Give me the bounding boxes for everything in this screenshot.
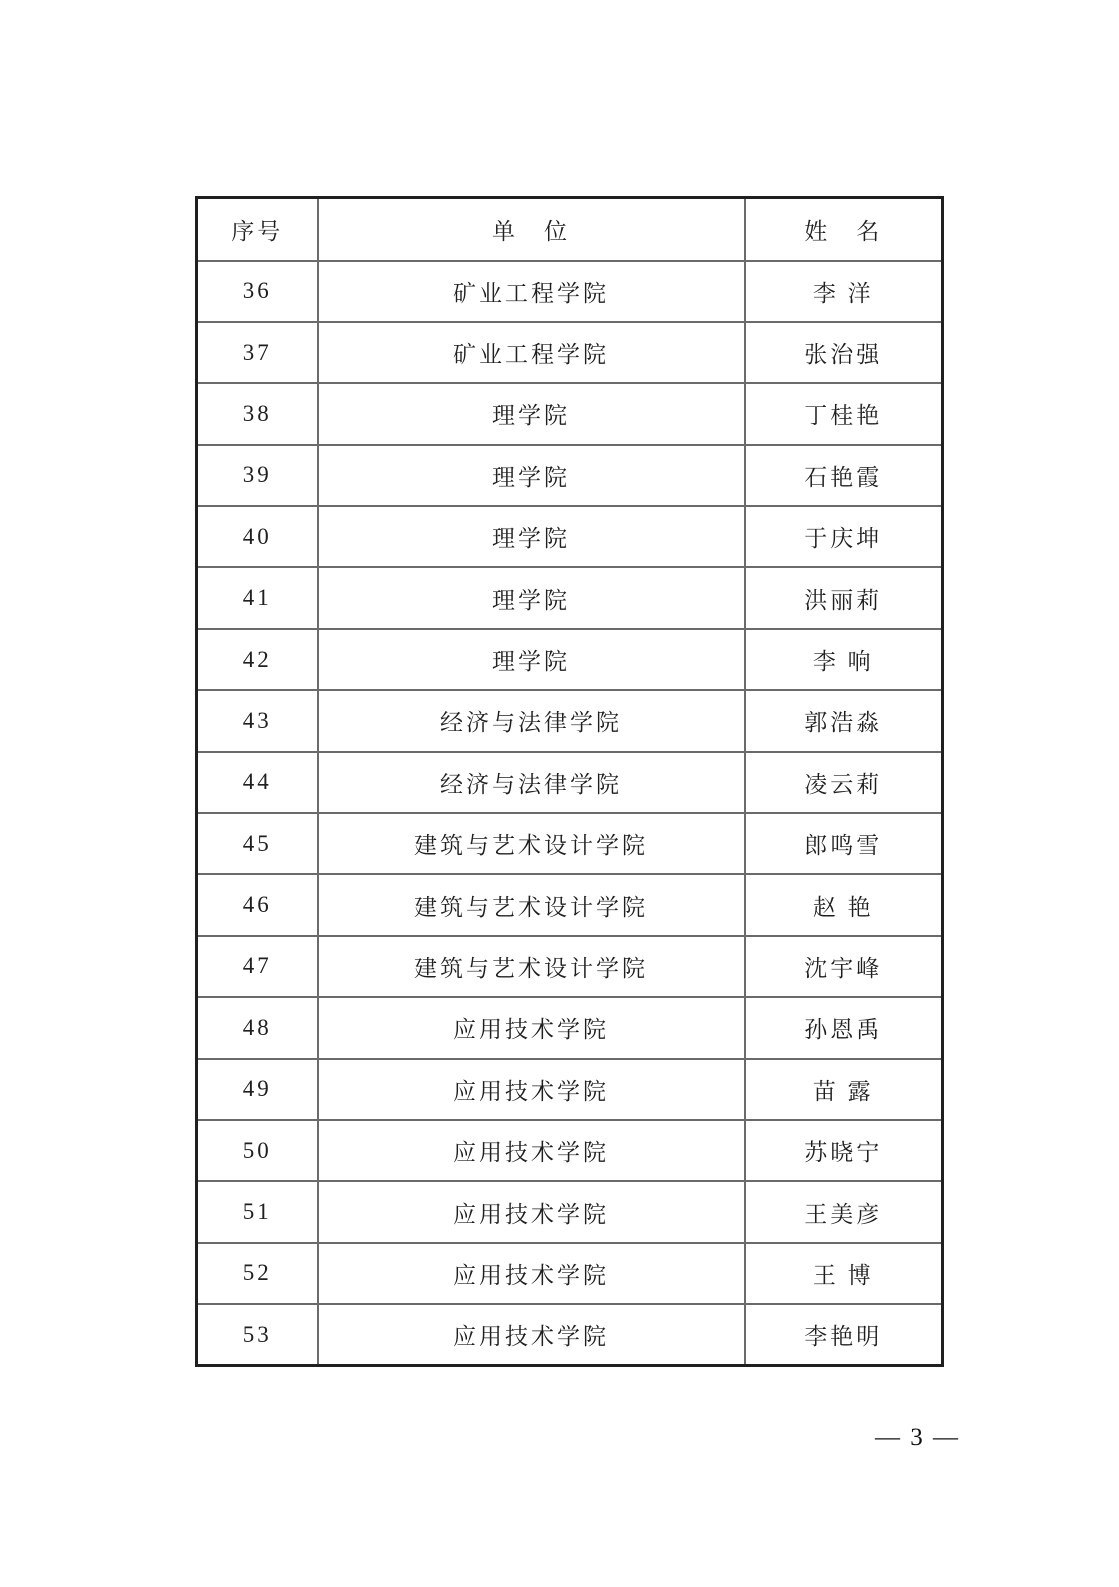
cell-name: 苏晓宁 xyxy=(745,1120,943,1181)
cell-name: 王 博 xyxy=(745,1243,943,1304)
cell-unit: 应用技术学院 xyxy=(318,1304,745,1365)
table-header xyxy=(197,198,943,261)
table-row xyxy=(197,1059,943,1120)
cell-no: 43 xyxy=(197,690,318,751)
cell-unit: 建筑与艺术设计学院 xyxy=(318,936,745,997)
table-row xyxy=(197,629,943,690)
cell-no: 50 xyxy=(197,1120,318,1181)
cell-name: 孙恩禹 xyxy=(745,997,943,1058)
table-row xyxy=(197,813,943,874)
cell-unit: 经济与法律学院 xyxy=(318,690,745,751)
cell-name: 于庆坤 xyxy=(745,506,943,567)
cell-no: 40 xyxy=(197,506,318,567)
cell-no: 44 xyxy=(197,752,318,813)
header-row xyxy=(197,198,943,261)
cell-no: 41 xyxy=(197,567,318,628)
cell-name: 赵 艳 xyxy=(745,874,943,935)
cell-no: 53 xyxy=(197,1304,318,1365)
cell-unit: 理学院 xyxy=(318,629,745,690)
cell-unit: 应用技术学院 xyxy=(318,1059,745,1120)
cell-unit: 理学院 xyxy=(318,445,745,506)
cell-no: 52 xyxy=(197,1243,318,1304)
table-row xyxy=(197,1181,943,1242)
table-row xyxy=(197,322,943,383)
cell-no: 46 xyxy=(197,874,318,935)
cell-name: 李 响 xyxy=(745,629,943,690)
cell-unit: 应用技术学院 xyxy=(318,1181,745,1242)
table-row xyxy=(197,874,943,935)
table-row xyxy=(197,567,943,628)
cell-no: 49 xyxy=(197,1059,318,1120)
table-row xyxy=(197,1243,943,1304)
table-row xyxy=(197,690,943,751)
column-header-name: 姓 名 xyxy=(745,198,943,261)
cell-no: 42 xyxy=(197,629,318,690)
table-row xyxy=(197,1304,943,1365)
cell-unit: 应用技术学院 xyxy=(318,1120,745,1181)
cell-name: 王美彦 xyxy=(745,1181,943,1242)
cell-name: 郎鸣雪 xyxy=(745,813,943,874)
cell-no: 51 xyxy=(197,1181,318,1242)
column-header-no: 序号 xyxy=(197,198,318,261)
cell-name: 郭浩淼 xyxy=(745,690,943,751)
cell-no: 47 xyxy=(197,936,318,997)
table-row xyxy=(197,752,943,813)
table-row xyxy=(197,261,943,322)
cell-unit: 理学院 xyxy=(318,567,745,628)
cell-unit: 矿业工程学院 xyxy=(318,322,745,383)
cell-no: 38 xyxy=(197,383,318,444)
table-row xyxy=(197,1120,943,1181)
cell-unit: 经济与法律学院 xyxy=(318,752,745,813)
table-row xyxy=(197,445,943,506)
column-header-unit: 单 位 xyxy=(318,198,745,261)
cell-no: 48 xyxy=(197,997,318,1058)
cell-name: 李 洋 xyxy=(745,261,943,322)
cell-unit: 建筑与艺术设计学院 xyxy=(318,874,745,935)
page-number: — 3 — xyxy=(875,1424,960,1451)
cell-name: 洪丽莉 xyxy=(745,567,943,628)
table-row xyxy=(197,997,943,1058)
cell-unit: 建筑与艺术设计学院 xyxy=(318,813,745,874)
cell-name: 张治强 xyxy=(745,322,943,383)
cell-unit: 理学院 xyxy=(318,383,745,444)
cell-unit: 应用技术学院 xyxy=(318,1243,745,1304)
cell-no: 36 xyxy=(197,261,318,322)
cell-name: 苗 露 xyxy=(745,1059,943,1120)
cell-unit: 应用技术学院 xyxy=(318,997,745,1058)
cell-no: 45 xyxy=(197,813,318,874)
cell-name: 凌云莉 xyxy=(745,752,943,813)
cell-name: 沈宇峰 xyxy=(745,936,943,997)
cell-unit: 矿业工程学院 xyxy=(318,261,745,322)
cell-name: 丁桂艳 xyxy=(745,383,943,444)
cell-name: 李艳明 xyxy=(745,1304,943,1365)
table-row xyxy=(197,936,943,997)
roster-table xyxy=(195,196,944,1367)
cell-no: 37 xyxy=(197,322,318,383)
cell-unit: 理学院 xyxy=(318,506,745,567)
table-row xyxy=(197,506,943,567)
cell-name: 石艳霞 xyxy=(745,445,943,506)
table-row xyxy=(197,383,943,444)
cell-no: 39 xyxy=(197,445,318,506)
table-body xyxy=(197,261,943,1366)
